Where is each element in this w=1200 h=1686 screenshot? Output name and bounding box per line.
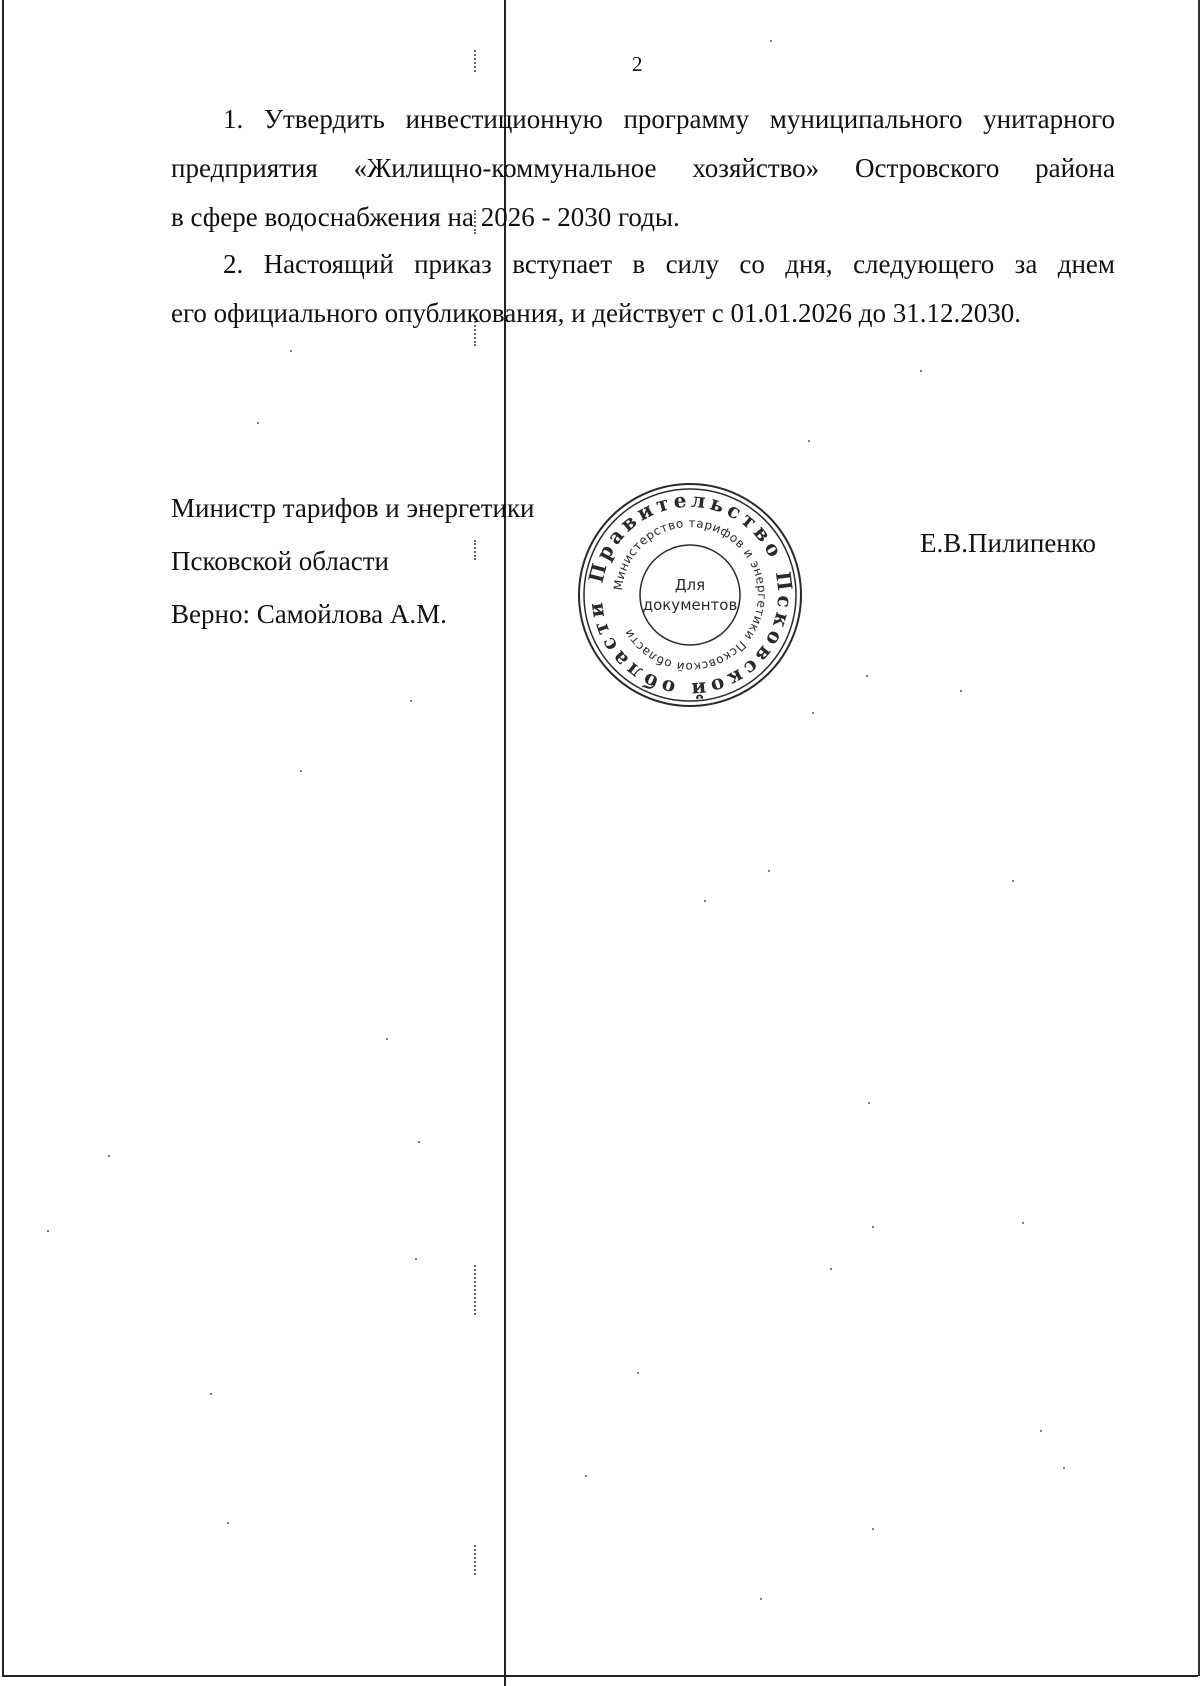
- stamp-center-line2: документов: [642, 596, 738, 614]
- scan-dots: [474, 1545, 478, 1575]
- stamp-center-line1: Для: [674, 576, 706, 594]
- scan-dots: [474, 50, 478, 72]
- text-line: 1. Утвердить инвестиционную программу муниципального унитарного: [223, 104, 1115, 134]
- stamp-center-ring: [640, 545, 740, 645]
- signer-name: Е.В.Пилипенко: [920, 528, 1097, 558]
- page-number: 2: [632, 52, 643, 76]
- official-stamp: [575, 480, 805, 710]
- signature-block: [171, 482, 535, 641]
- order-item-2: [171, 240, 1115, 338]
- text-line: его официального опубликования, и действует с 01.01.2026 до 31.12.2030.: [171, 298, 1021, 328]
- text-line: предприятия «Жилищно-коммунальное хозяйство» Островского района: [171, 153, 1115, 183]
- signer-position: Министр тарифов и энергетики: [171, 493, 535, 523]
- text-line: в сфере водоснабжения на 2026 - 2030 годы.: [171, 202, 680, 232]
- order-item-1: [171, 95, 1115, 242]
- text-line: 2. Настоящий приказ вступает в силу со дня, следующего за днем: [223, 249, 1115, 279]
- stamp-inner-text: Министерство тарифов и энергетики Псковской области: [611, 515, 770, 675]
- scan-edge-left: [2, 0, 4, 1676]
- signer-region: Псковской области: [171, 546, 390, 576]
- certified-copy-note: Верно: Самойлова А.М.: [171, 599, 447, 629]
- scan-edge-bottom: [2, 1675, 1198, 1677]
- stamp-outer-text: Правительство Псковской области: [582, 487, 798, 703]
- scan-dots: [474, 1265, 478, 1315]
